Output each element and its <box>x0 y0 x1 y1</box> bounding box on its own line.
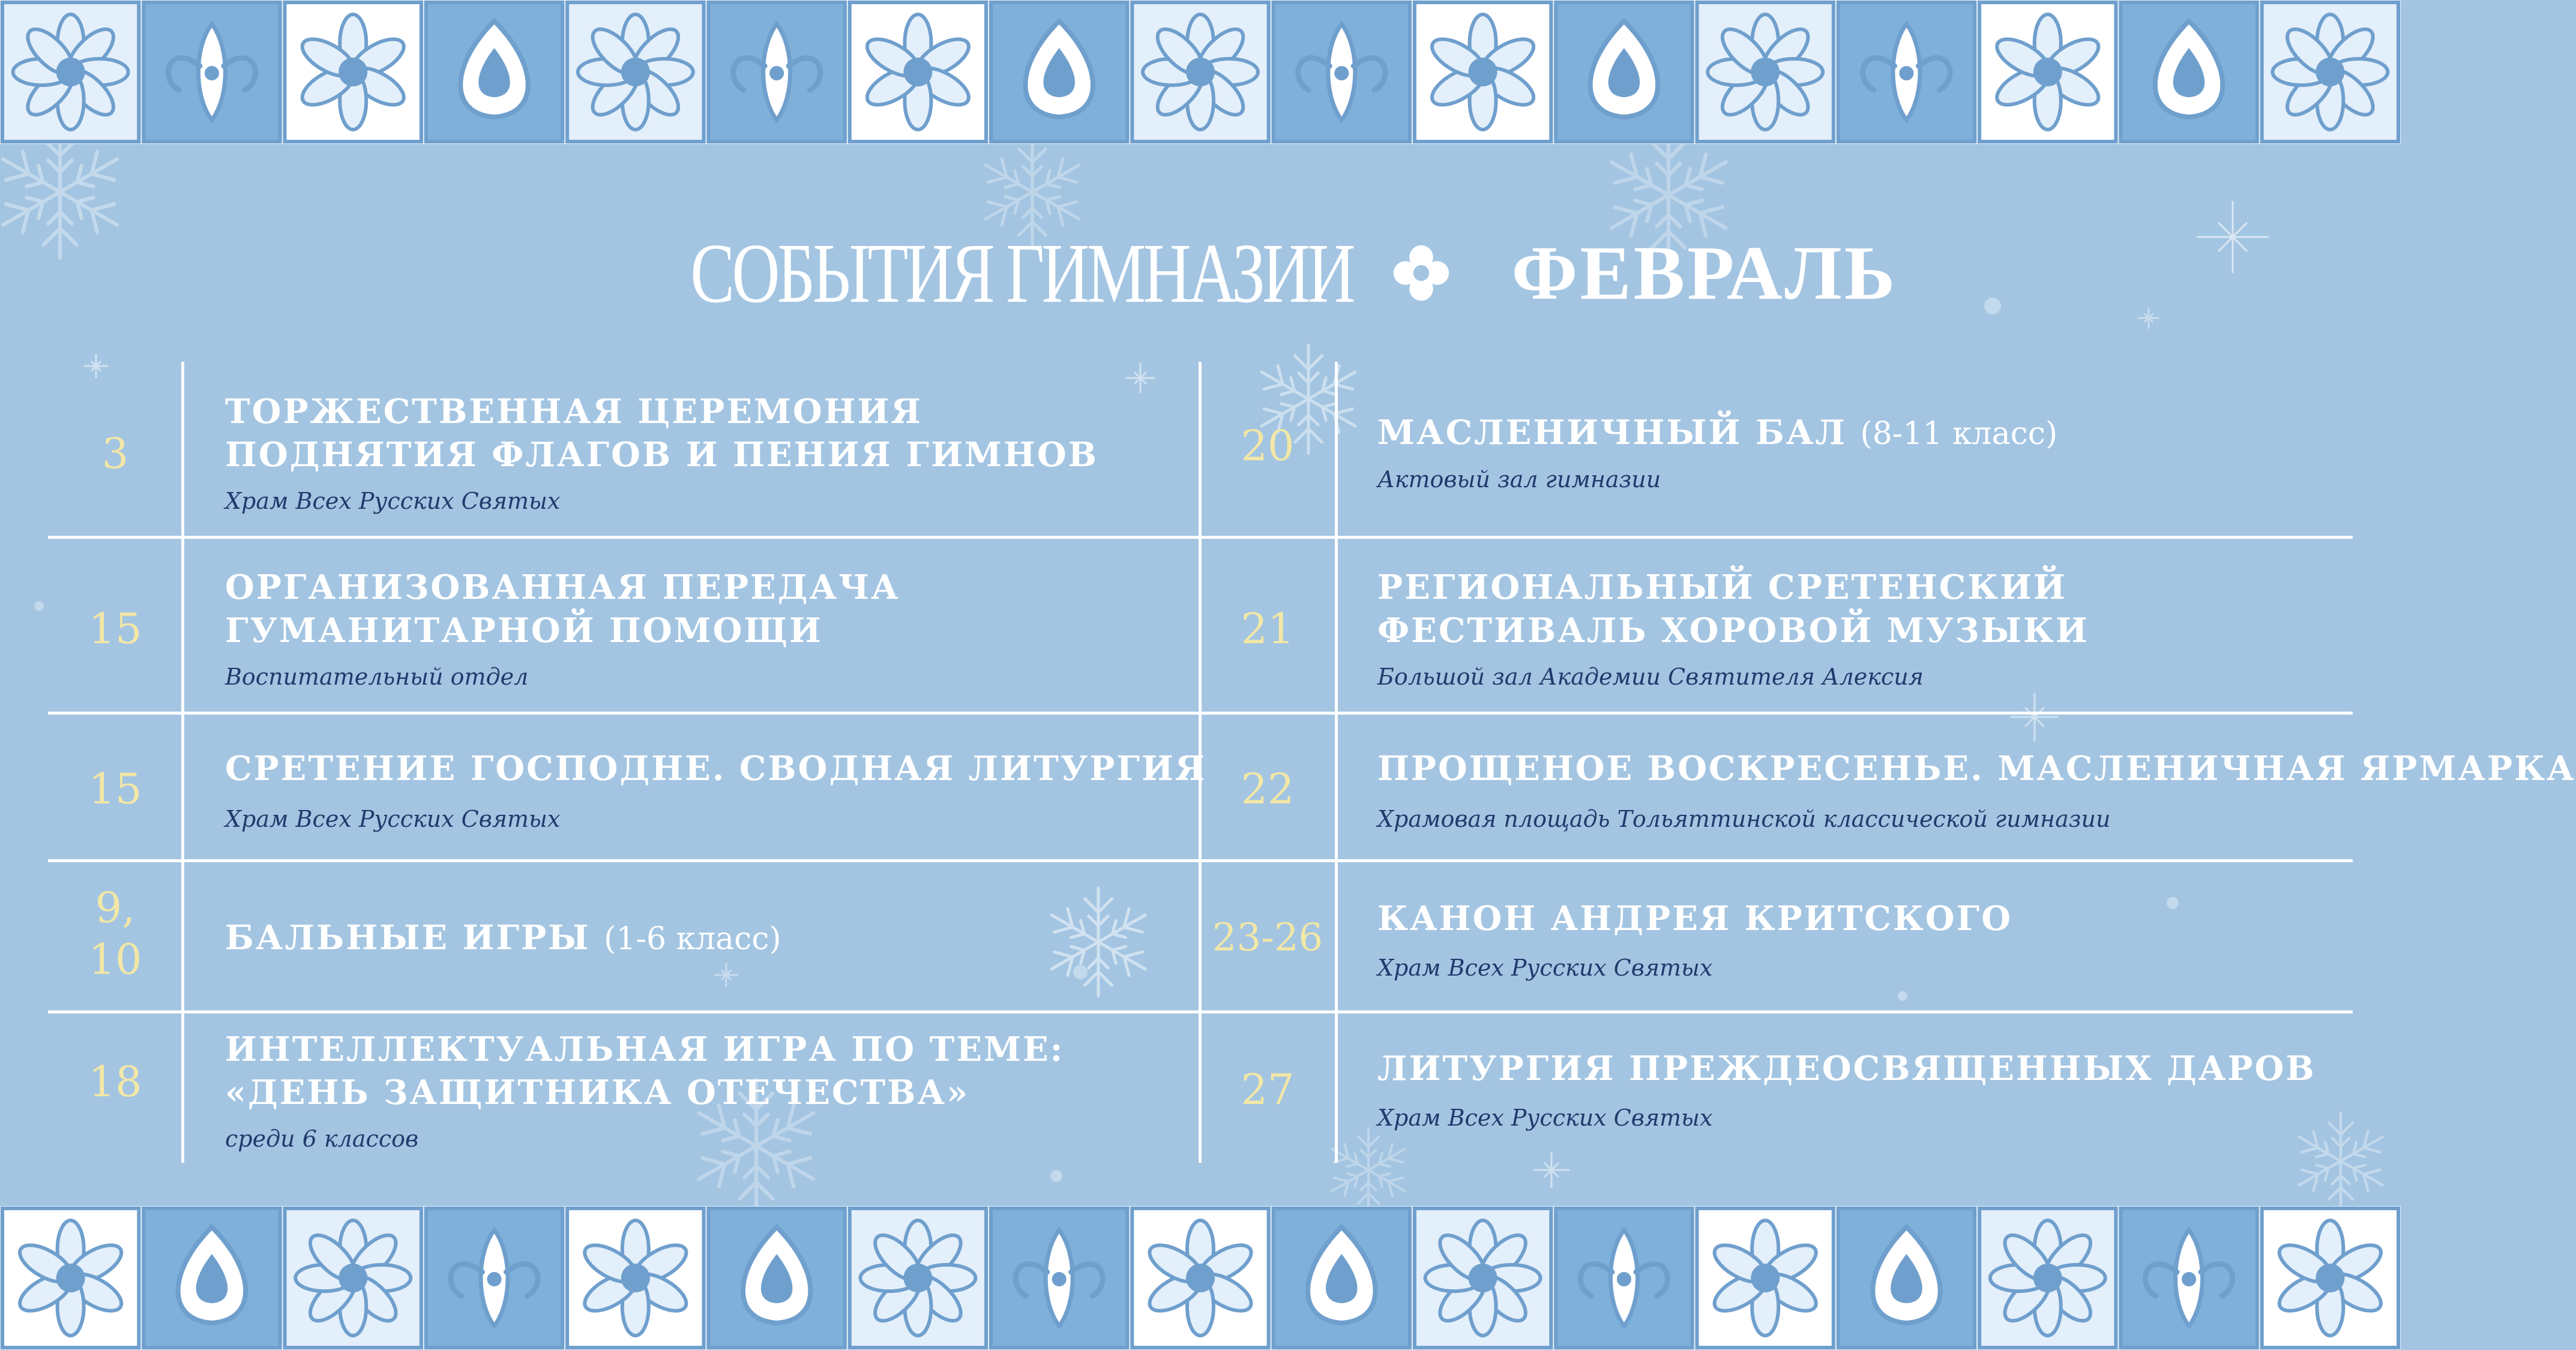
column-divider <box>1335 362 1338 1163</box>
event-title-line: ЛИТУРГИЯ ПРЕЖДЕОСВЯЩЕННЫХ ДАРОВ <box>1377 1049 2316 1088</box>
event-place: Храм Всех Русских Святых <box>1377 1105 1713 1131</box>
event-place: среди 6 классов <box>225 1126 419 1152</box>
event-date: 27 <box>1241 1065 1295 1114</box>
event-title <box>1377 411 2057 455</box>
ornament-border-bottom <box>0 1206 2401 1350</box>
event-date-line: 10 <box>88 935 142 984</box>
event-title <box>225 390 1098 476</box>
event-title-suffix: (1-6 класс) <box>604 921 781 957</box>
month-label: ФЕВРАЛЬ <box>1511 230 1898 316</box>
event-title <box>1377 566 2089 652</box>
title-text: СОБЫТИЯ ГИМНАЗИИ <box>690 226 1353 320</box>
event-title <box>225 1028 1064 1114</box>
event-place: Храм Всех Русских Святых <box>1377 955 1713 981</box>
event-title-line: ПРОЩЕНОЕ ВОСКРЕСЕНЬЕ. МАСЛЕНИЧНАЯ ЯРМАРКА <box>1377 749 2576 788</box>
event-date: 23-26 <box>1212 916 1323 960</box>
event-place: Храмовая площадь Тольяттинской классической гимназии <box>1377 806 2111 832</box>
event-title <box>225 566 900 652</box>
event-title-line: ПОДНЯТИЯ ФЛАГОВ И ПЕНИЯ ГИМНОВ <box>225 435 1098 475</box>
event-title-line: ОРГАНИЗОВАННАЯ ПЕРЕДАЧА <box>225 568 900 607</box>
event-date: 3 <box>101 429 129 478</box>
event-date: 18 <box>88 1057 142 1106</box>
event-date <box>55 882 175 985</box>
event-title-text: МАСЛЕНИЧНЫЙ БАЛ <box>1377 413 1847 452</box>
ornament-border-top <box>0 0 2401 144</box>
event-title-line: ТОРЖЕСТВЕННАЯ ЦЕРЕМОНИЯ <box>225 392 922 431</box>
event-date: 15 <box>88 604 142 653</box>
event-title-line: ИНТЕЛЛЕКТУАЛЬНАЯ ИГРА ПО ТЕМЕ: <box>225 1030 1065 1069</box>
event-place: Актовый зал гимназии <box>1377 466 1661 493</box>
event-title <box>1377 747 2576 790</box>
event-title-line: РЕГИОНАЛЬНЫЙ СРЕТЕНСКИЙ <box>1377 568 2067 607</box>
event-title <box>225 916 781 961</box>
event-date: 15 <box>88 764 142 814</box>
event-title <box>1377 1047 2316 1090</box>
event-title-line: КАНОН АНДРЕЯ КРИТСКОГО <box>1377 899 2013 938</box>
event-title-line: СРЕТЕНИЕ ГОСПОДНЕ. СВОДНАЯ ЛИТУРГИЯ <box>225 749 1207 788</box>
column-divider <box>181 362 184 1163</box>
event-title <box>1377 897 2012 940</box>
event-place: Большой зал Академии Святителя Алексия <box>1377 664 1924 690</box>
event-date: 20 <box>1241 421 1295 470</box>
event-date: 22 <box>1241 764 1295 814</box>
event-title-text: БАЛЬНЫЕ ИГРЫ <box>225 918 591 958</box>
event-date: 21 <box>1241 604 1295 653</box>
event-title-line: ФЕСТИВАЛЬ ХОРОВОЙ МУЗЫКИ <box>1377 611 2089 650</box>
event-place: Храм Всех Русских Святых <box>225 806 561 832</box>
event-title-line: «ДЕНЬ ЗАЩИТНИКА ОТЕЧЕСТВА» <box>225 1073 970 1112</box>
page-title <box>0 216 2401 330</box>
event-title-suffix: (8-11 класс) <box>1860 416 2058 452</box>
event-place: Храм Всех Русских Святых <box>225 488 561 514</box>
event-title <box>225 747 1206 790</box>
event-place: Воспитательный отдел <box>225 664 529 690</box>
event-date-line: 9, <box>95 883 136 932</box>
event-title-line: ГУМАНИТАРНОЙ ПОМОЩИ <box>225 611 823 650</box>
flower-separator-icon <box>1388 240 1454 306</box>
